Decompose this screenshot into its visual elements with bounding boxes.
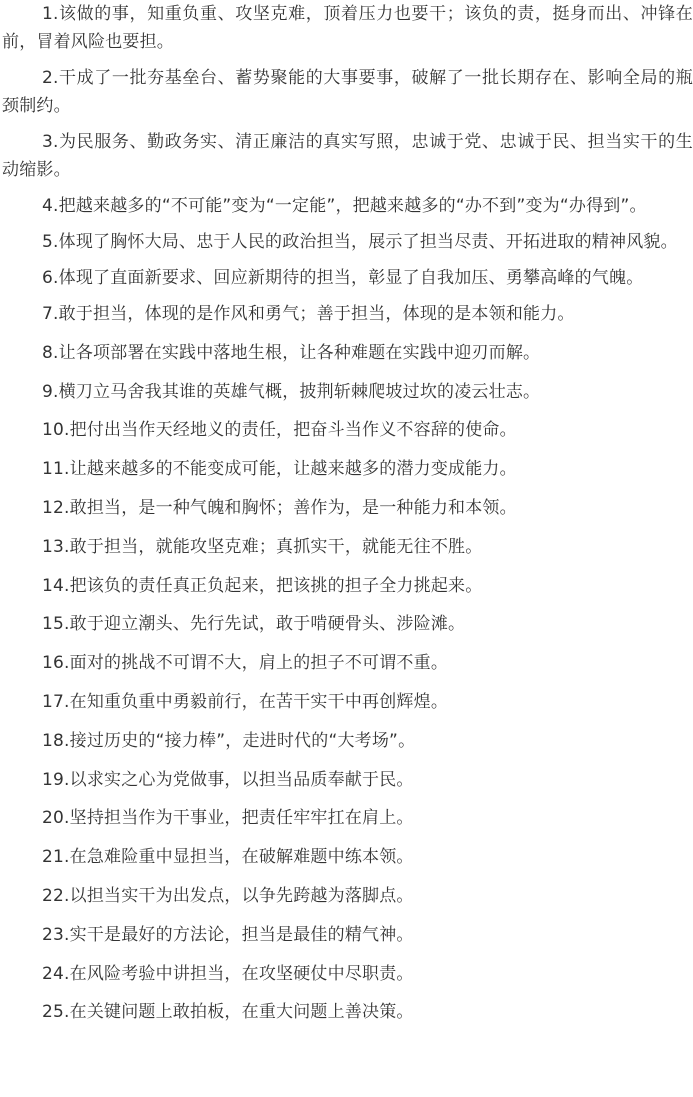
list-item: 19.以求实之心为党做事，以担当品质奉献于民。 bbox=[42, 769, 414, 790]
list-item: 1.该做的事，知重负重、攻坚克难，顶着压力也要干；该负的责，挺身而出、冲锋在前，冒着风险也要担。 bbox=[2, 4, 693, 52]
list-item: 8.让各项部署在实践中落地生根，让各种难题在实践中迎刃而解。 bbox=[42, 342, 541, 363]
list-item: 22.以担当实干为出发点，以争先跨越为落脚点。 bbox=[42, 885, 414, 906]
list-item: 12.敢担当，是一种气魄和胸怀；善作为，是一种能力和本领。 bbox=[42, 497, 517, 518]
list-item: 4.把越来越多的“不可能”变为“一定能”，把越来越多的“办不到”变为“办得到”。 bbox=[42, 196, 647, 216]
list-item: 13.敢于担当，就能攻坚克难；真抓实干，就能无往不胜。 bbox=[42, 536, 483, 557]
list-item: 20.坚持担当作为干事业，把责任牢牢扛在肩上。 bbox=[42, 808, 414, 829]
list-item: 10.把付出当作天经地义的责任，把奋斗当作义不容辞的使命。 bbox=[42, 420, 517, 441]
list-item: 9.横刀立马舍我其谁的英雄气概，披荆斩棘爬坡过坎的凌云壮志。 bbox=[42, 381, 541, 402]
list-item: 6.体现了直面新要求、回应新期待的担当，彰显了自我加压、勇攀高峰的气魄。 bbox=[42, 268, 644, 288]
list-item: 15.敢于迎立潮头、先行先试，敢于啃硬骨头、涉险滩。 bbox=[42, 614, 466, 635]
list-item: 24.在风险考验中讲担当，在攻坚硬仗中尽职责。 bbox=[42, 963, 414, 984]
list-item: 18.接过历史的“接力棒”，走进时代的“大考场”。 bbox=[42, 730, 416, 751]
list-item: 21.在急难险重中显担当，在破解难题中练本领。 bbox=[42, 847, 414, 868]
list-item: 17.在知重负重中勇毅前行，在苦干实干中再创辉煌。 bbox=[42, 691, 449, 712]
list-item: 23.实干是最好的方法论，担当是最佳的精气神。 bbox=[42, 924, 414, 945]
list-item: 7.敢于担当，体现的是作风和勇气；善于担当，体现的是本领和能力。 bbox=[42, 304, 575, 324]
list-item: 25.在关键问题上敢拍板，在重大问题上善决策。 bbox=[42, 1002, 414, 1023]
list-item: 16.面对的挑战不可谓不大，肩上的担子不可谓不重。 bbox=[42, 653, 449, 674]
list-item: 11.让越来越多的不能变成可能，让越来越多的潜力变成能力。 bbox=[42, 459, 517, 480]
list-item: 5.体现了胸怀大局、忠于人民的政治担当，展示了担当尽责、开拓进取的精神风貌。 bbox=[42, 232, 678, 252]
list-item: 2.干成了一批夯基垒台、蓄势聚能的大事要事，破解了一批长期存在、影响全局的瓶颈制约。 bbox=[2, 68, 693, 116]
list-item: 14.把该负的责任真正负起来，把该挑的担子全力挑起来。 bbox=[42, 575, 483, 596]
list-item: 3.为民服务、勤政务实、清正廉洁的真实写照，忠诚于党、忠诚于民、担当实干的生动缩影。 bbox=[2, 132, 693, 180]
